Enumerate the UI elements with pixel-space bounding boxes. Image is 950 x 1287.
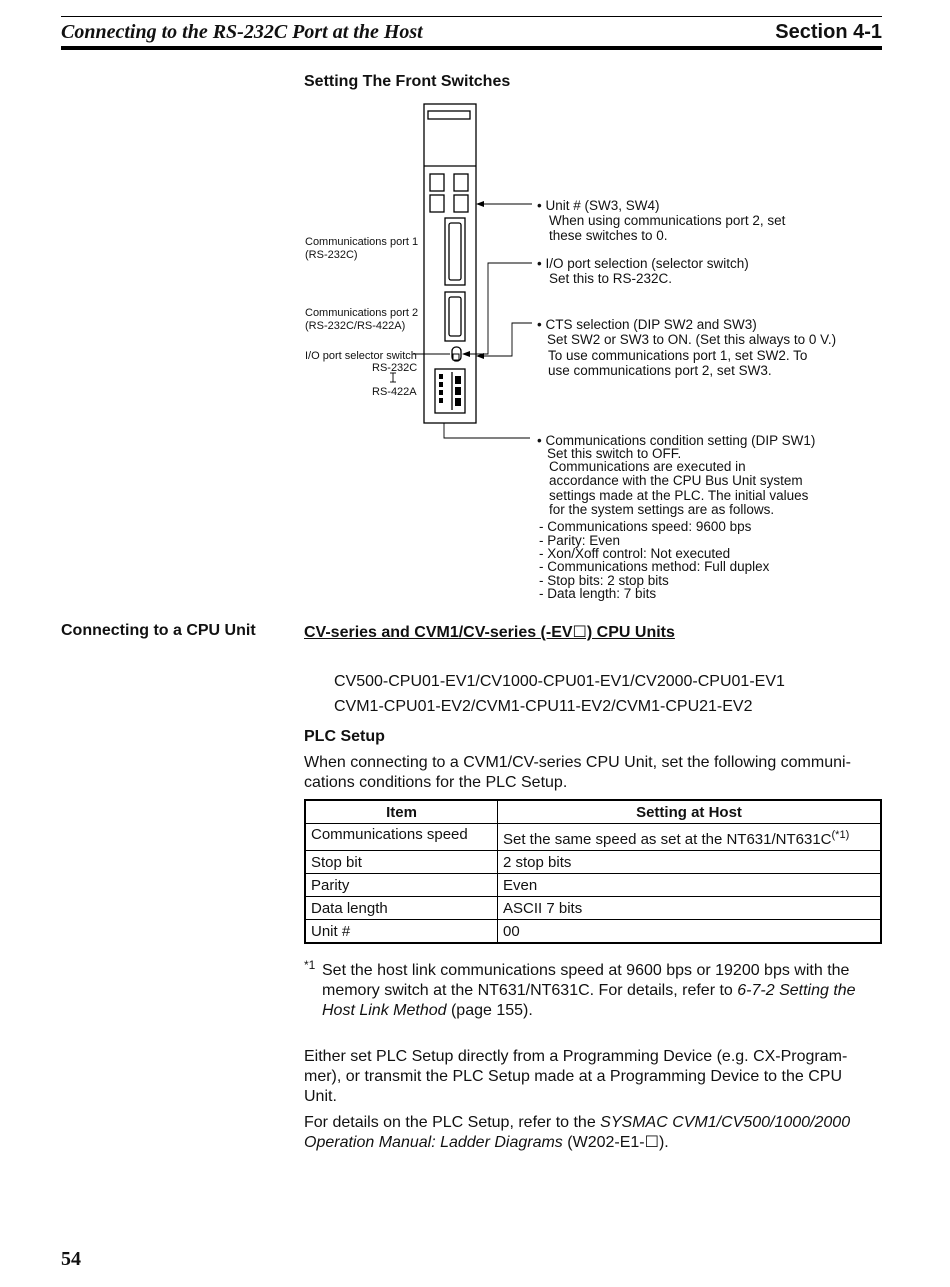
plc-intro-line: cations conditions for the PLC Setup. bbox=[304, 774, 568, 791]
table-cell: Even bbox=[498, 874, 882, 897]
unit-callout-title: • Unit # (SW3, SW4) bbox=[537, 198, 660, 213]
default-setting-item: - Xon/Xoff control: Not executed bbox=[539, 546, 731, 561]
table-cell: 2 stop bits bbox=[498, 851, 882, 874]
front-switch-diagram bbox=[0, 0, 950, 640]
default-setting-item: - Stop bits: 2 stop bits bbox=[539, 573, 669, 588]
cond-callout-title: • Communications condition setting (DIP SW1) bbox=[537, 433, 816, 448]
cts-callout-line: use communications port 2, set SW3. bbox=[548, 363, 772, 378]
footnote-ref-title: 6-7-2 Setting the bbox=[737, 982, 856, 999]
table-cell-text: Set the same speed as set at the NT631/NT631C bbox=[503, 831, 832, 848]
table-row bbox=[305, 920, 881, 944]
plc-setup-table bbox=[304, 799, 882, 944]
footnote-text: memory switch at the NT631/NT631C. For details, refer to bbox=[322, 982, 738, 999]
model-list-line: CVM1-CPU01-EV2/CVM1-CPU11-EV2/CVM1-CPU21-EV2 bbox=[334, 698, 753, 715]
paragraph-text: For details on the PLC Setup, refer to the bbox=[304, 1114, 601, 1131]
table-row bbox=[305, 851, 881, 874]
section-label: Section 4-1 bbox=[775, 21, 882, 43]
front-switches-heading: Setting The Front Switches bbox=[304, 73, 511, 90]
unit-label-slot bbox=[428, 111, 470, 119]
table-header-cell: Item bbox=[305, 800, 498, 824]
table-cell: Unit # bbox=[305, 920, 498, 944]
table-cell: Communications speed bbox=[305, 824, 498, 851]
rotary-switch-sw4 bbox=[454, 174, 468, 191]
port1-label: Communications port 1 bbox=[305, 236, 419, 248]
cond-callout-line: settings made at the PLC. The initial values bbox=[549, 488, 809, 503]
port2-type-label: (RS-232C/RS-422A) bbox=[305, 320, 406, 332]
paragraph-line: Either set PLC Setup directly from a Programming Device (e.g. CX-Program- bbox=[304, 1048, 848, 1065]
footnote-text: (page 155). bbox=[446, 1002, 533, 1019]
footnote-ref-title: Host Link Method bbox=[322, 1002, 447, 1019]
io-callout-title: • I/O port selection (selector switch) bbox=[537, 256, 749, 271]
cts-callout-line: To use communications port 1, set SW2. To bbox=[548, 348, 808, 363]
footnote-mark: *1 bbox=[304, 958, 316, 972]
cpu-side-heading: Connecting to a CPU Unit bbox=[61, 622, 256, 639]
comm-port-1 bbox=[445, 218, 465, 285]
comm-port-2 bbox=[445, 292, 465, 341]
unit-body-outline bbox=[424, 104, 476, 423]
table-cell: Parity bbox=[305, 874, 498, 897]
cts-callout-title: • CTS selection (DIP SW2 and SW3) bbox=[537, 317, 757, 332]
paragraph-line: Unit. bbox=[304, 1088, 337, 1105]
table-header-row bbox=[305, 800, 881, 824]
cond-callout-line: accordance with the CPU Bus Unit system bbox=[549, 473, 803, 488]
plc-setup-heading: PLC Setup bbox=[304, 728, 385, 745]
unit-callout-line: When using communications port 2, set bbox=[549, 213, 786, 228]
rotary-switch-sw3 bbox=[430, 174, 444, 191]
paragraph-line bbox=[304, 1133, 882, 1154]
cond-callout-line: for the system settings are as follows. bbox=[549, 502, 775, 517]
default-setting-item: - Parity: Even bbox=[539, 533, 621, 548]
unit-callout-line: these switches to 0. bbox=[549, 228, 668, 243]
footnote-line: Set the host link communications speed at 9600 bps or 19200 bps with the bbox=[322, 962, 850, 979]
rs422a-label: RS-422A bbox=[372, 386, 417, 398]
cts-callout-line: Set SW2 or SW3 to ON. (Set this always to 0 V.) bbox=[547, 332, 837, 347]
port1-type-label: (RS-232C) bbox=[305, 249, 358, 261]
table-cell: Data length bbox=[305, 897, 498, 920]
cpu-series-heading: CV-series and CVM1/CV-series (-EV☐) CPU Units bbox=[304, 624, 675, 641]
footnote-ref: (*1) bbox=[831, 829, 850, 841]
table-cell: 00 bbox=[498, 920, 882, 944]
table-cell: ASCII 7 bits bbox=[498, 897, 882, 920]
selector-switch-label: I/O port selector switch bbox=[305, 350, 417, 362]
footnote-line bbox=[322, 981, 856, 1002]
model-list-line: CV500-CPU01-EV1/CV1000-CPU01-EV1/CV2000-CPU01-EV1 bbox=[334, 673, 785, 690]
port2-label: Communications port 2 bbox=[305, 307, 419, 319]
table-row bbox=[305, 824, 881, 851]
manual-title: Operation Manual: Ladder Diagrams bbox=[304, 1134, 563, 1151]
paragraph-line bbox=[304, 1113, 882, 1134]
table-row bbox=[305, 874, 881, 897]
dip-switch-levers bbox=[439, 354, 461, 406]
cond-callout-line: Communications are executed in bbox=[549, 459, 746, 474]
default-setting-item: - Data length: 7 bits bbox=[539, 586, 657, 601]
table-cell: Stop bit bbox=[305, 851, 498, 874]
default-setting-item: - Communications speed: 9600 bps bbox=[539, 519, 752, 534]
manual-title: SYSMAC CVM1/CV500/1000/2000 bbox=[600, 1114, 851, 1131]
paragraph-line: mer), or transmit the PLC Setup made at a Programming Device to the CPU bbox=[304, 1068, 842, 1085]
io-callout-line: Set this to RS-232C. bbox=[549, 271, 673, 286]
table-cell bbox=[498, 824, 882, 851]
table-row bbox=[305, 897, 881, 920]
rs232c-label: RS-232C bbox=[372, 362, 418, 374]
cond-callout-line: Set this switch to OFF. bbox=[547, 446, 682, 461]
plc-intro-line: When connecting to a CVM1/CV-series CPU Unit, set the following communi- bbox=[304, 754, 851, 771]
page-header-title: Connecting to the RS-232C Port at the Host bbox=[61, 21, 423, 43]
footnote-line bbox=[322, 1001, 533, 1022]
paragraph-text: (W202-E1-☐). bbox=[562, 1134, 669, 1151]
table-header-cell: Setting at Host bbox=[498, 800, 882, 824]
page-number: 54 bbox=[61, 1248, 81, 1270]
default-setting-item: - Communications method: Full duplex bbox=[539, 559, 770, 574]
